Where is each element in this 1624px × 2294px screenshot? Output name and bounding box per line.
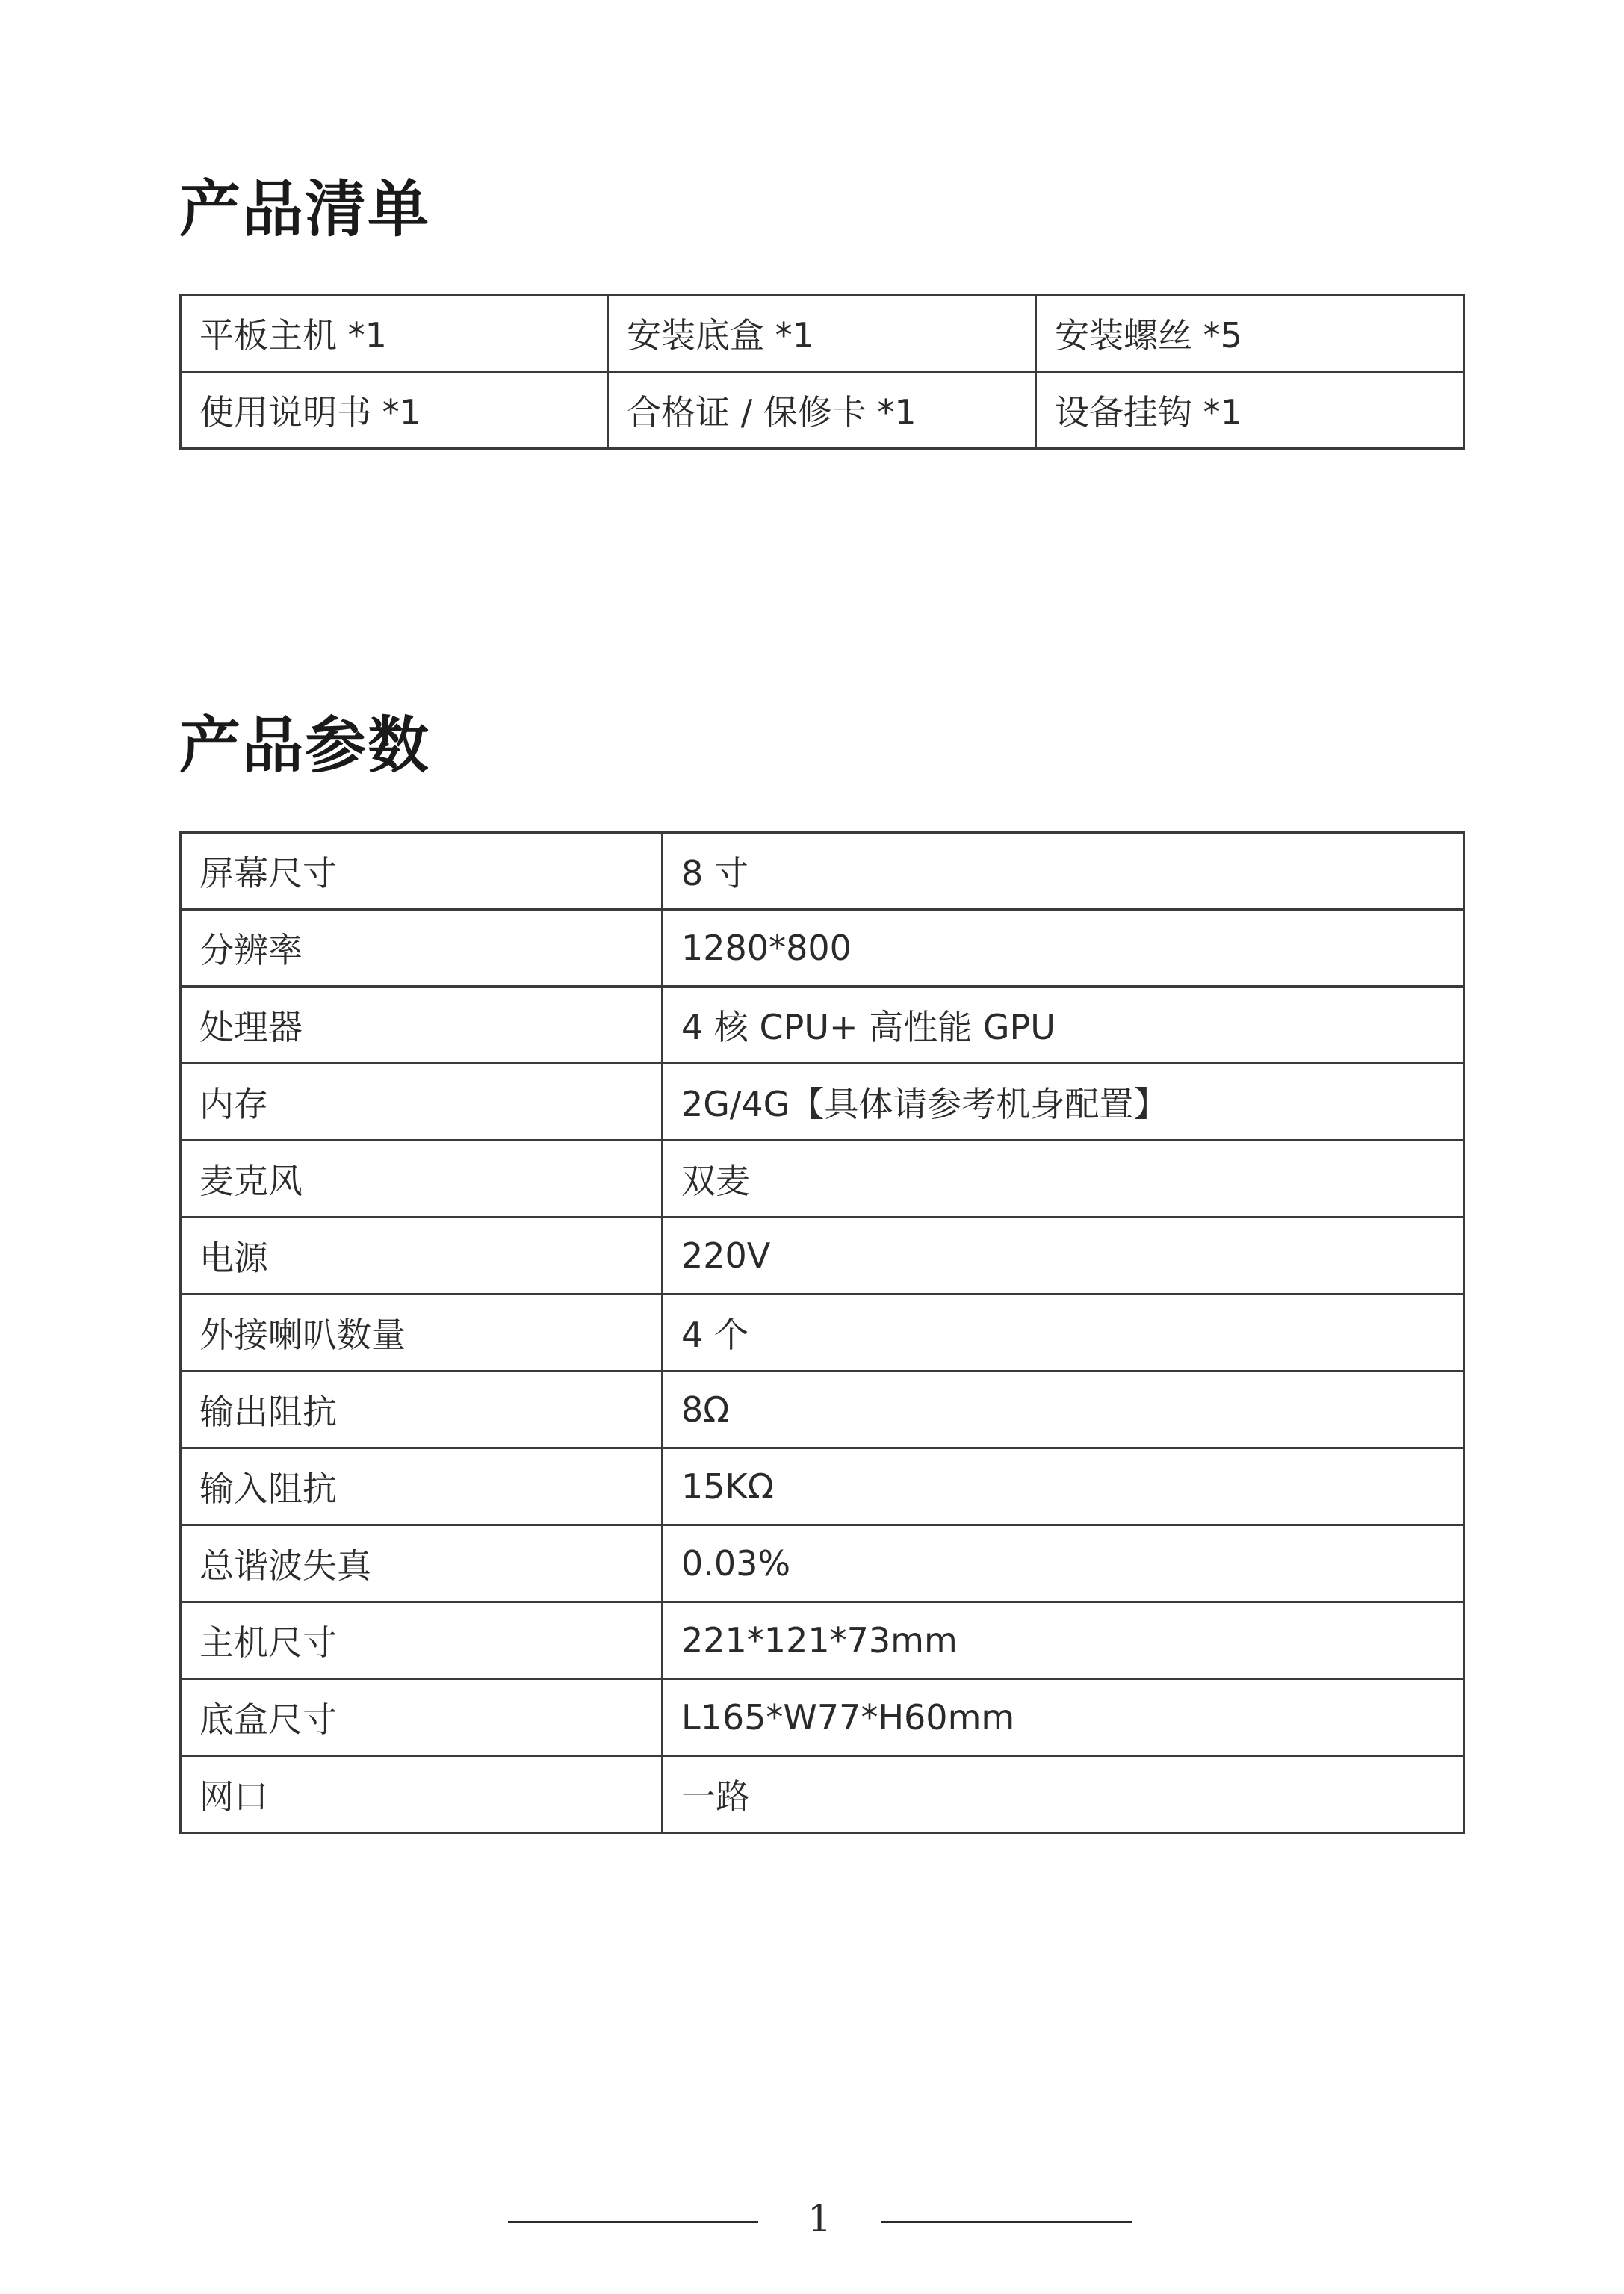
list-item: 合格证 / 保修卡 *1 [608,372,1036,449]
param-value: 0.03% [663,1525,1464,1602]
table-row [181,295,1464,372]
param-value: 15KΩ [663,1448,1464,1525]
param-label: 麦克风 [181,1141,663,1218]
page-footer [0,2196,1624,2241]
product-list-table [179,294,1465,450]
table-row [181,910,1464,987]
table-row [181,1064,1464,1141]
param-label: 外接喇叭数量 [181,1295,663,1371]
section-title-product-params: 产品参数 [179,710,431,781]
param-value: L165*W77*H60mm [663,1679,1464,1756]
footer-divider-left [508,2221,758,2223]
list-item: 设备挂钩 *1 [1036,372,1464,449]
param-value: 4 个 [663,1295,1464,1371]
page-number: 1 [808,2197,831,2240]
param-value: 1280*800 [663,910,1464,987]
param-value: 一路 [663,1756,1464,1833]
table-row [181,1525,1464,1602]
param-label: 电源 [181,1218,663,1295]
table-row [181,1756,1464,1833]
list-item: 安装螺丝 *5 [1036,295,1464,372]
param-label: 内存 [181,1064,663,1141]
table-row [181,1448,1464,1525]
param-label: 网口 [181,1756,663,1833]
table-row [181,1602,1464,1679]
list-item: 安装底盒 *1 [608,295,1036,372]
table-row [181,987,1464,1064]
list-item: 使用说明书 *1 [181,372,608,449]
param-label: 底盒尺寸 [181,1679,663,1756]
table-row [181,1679,1464,1756]
product-params-table [179,831,1465,1834]
section-title-product-list: 产品清单 [179,174,431,245]
param-label: 主机尺寸 [181,1602,663,1679]
table-row [181,1218,1464,1295]
param-label: 输出阻抗 [181,1371,663,1448]
table-row [181,372,1464,449]
param-label: 总谐波失真 [181,1525,663,1602]
param-value: 8 寸 [663,833,1464,910]
table-row [181,1371,1464,1448]
param-value: 221*121*73mm [663,1602,1464,1679]
param-value: 220V [663,1218,1464,1295]
table-row [181,1295,1464,1371]
table-row [181,1141,1464,1218]
param-label: 处理器 [181,987,663,1064]
param-value: 4 核 CPU+ 高性能 GPU [663,987,1464,1064]
table-row [181,833,1464,910]
param-label: 屏幕尺寸 [181,833,663,910]
param-value: 8Ω [663,1371,1464,1448]
param-label: 输入阻抗 [181,1448,663,1525]
list-item: 平板主机 *1 [181,295,608,372]
footer-divider-right [881,2221,1132,2223]
param-value: 2G/4G【具体请参考机身配置】 [663,1064,1464,1141]
param-value: 双麦 [663,1141,1464,1218]
param-label: 分辨率 [181,910,663,987]
